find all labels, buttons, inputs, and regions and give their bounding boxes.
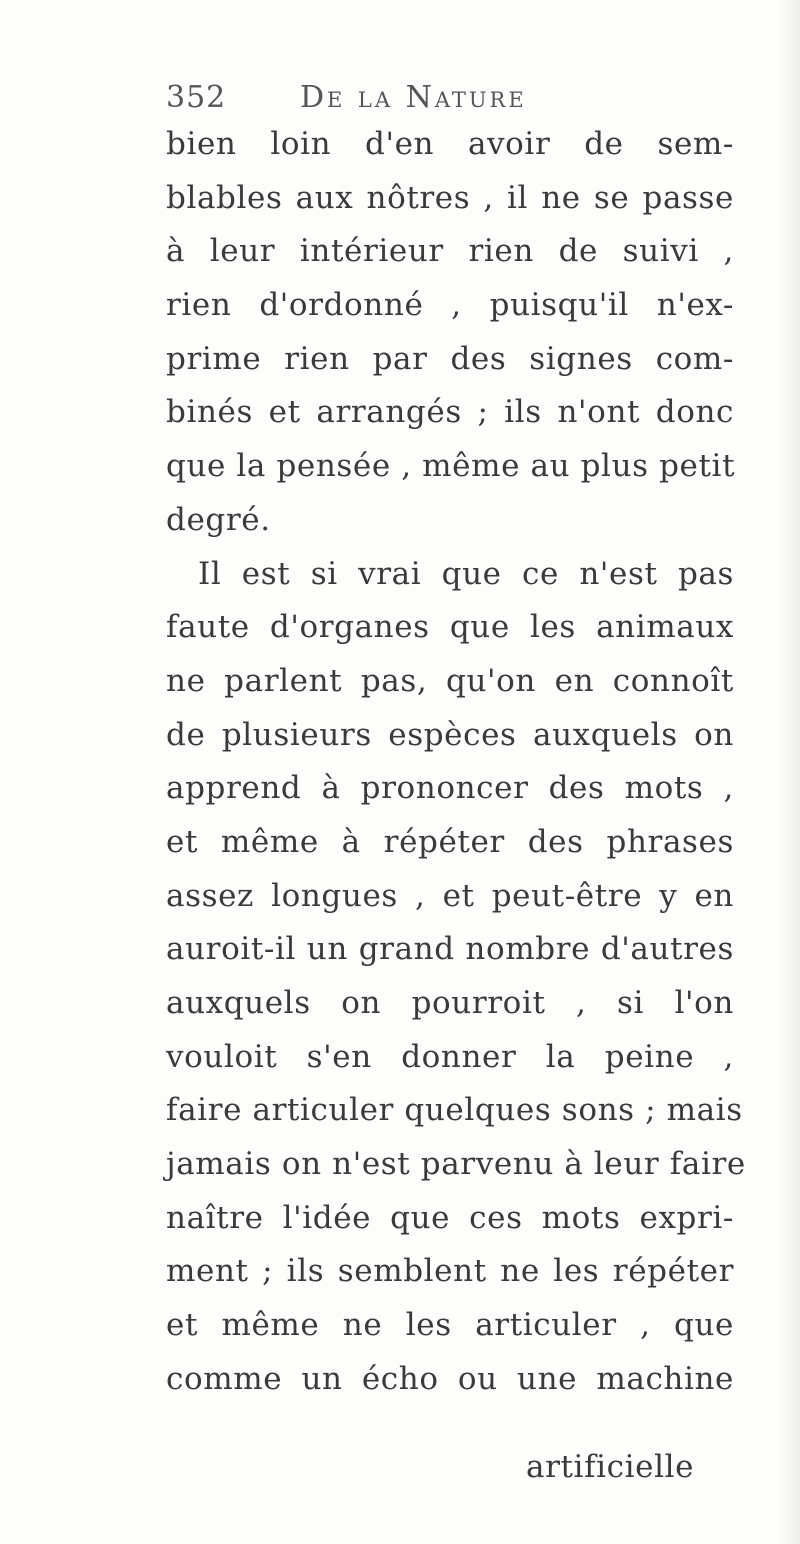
text-line: degré.: [166, 501, 271, 538]
text-line: faute d'organes que les animaux: [166, 609, 734, 646]
text-line: jamais on n'est parvenu à leur faire: [166, 1146, 746, 1183]
text-line: auroit-il un grand nombre d'autres: [166, 931, 734, 968]
text-line: auxquels on pourroit , si l'on: [166, 985, 734, 1021]
page-number: 352: [166, 80, 227, 115]
text-line: binés et arrangés ; ils n'ont donc: [166, 394, 734, 431]
text-line: ne parlent pas, qu'on en connoît: [166, 662, 734, 699]
text-line: apprend à prononcer des mots ,: [166, 770, 734, 807]
text-line: ment ; ils semblent ne les répéter: [166, 1253, 734, 1290]
text-line: Il est si vrai que ce n'est pas: [198, 555, 734, 592]
text-line: que la pensée , même au plus petit: [166, 448, 736, 485]
body-text: [166, 118, 746, 1407]
catchword: artificielle: [526, 1449, 695, 1485]
text-line: de plusieurs espèces auxquels on: [166, 716, 734, 753]
text-line: comme un écho ou une machine: [166, 1360, 734, 1397]
text-line: assez longues , et peut-être y en: [166, 877, 734, 914]
page-edge-shadow: [778, 0, 800, 1544]
text-line: vouloit s'en donner la peine ,: [166, 1038, 734, 1075]
text-line: blables aux nôtres , il ne se passe: [166, 179, 734, 216]
text-line: naître l'idée que ces mots expri-: [166, 1199, 734, 1236]
running-head: [166, 80, 646, 120]
text-line: rien d'ordonné , puisqu'il n'ex-: [166, 287, 734, 324]
text-line: prime rien par des signes com-: [166, 340, 734, 377]
text-line: à leur intérieur rien de suivi ,: [166, 233, 734, 270]
running-title: De la Nature: [300, 80, 527, 115]
text-line: bien loin d'en avoir de sem-: [166, 126, 734, 162]
text-line: et même à répéter des phrases: [166, 823, 734, 860]
text-line: faire articuler quelques sons ; mais: [166, 1092, 743, 1129]
text-line: et même ne les articuler , que: [166, 1307, 734, 1344]
